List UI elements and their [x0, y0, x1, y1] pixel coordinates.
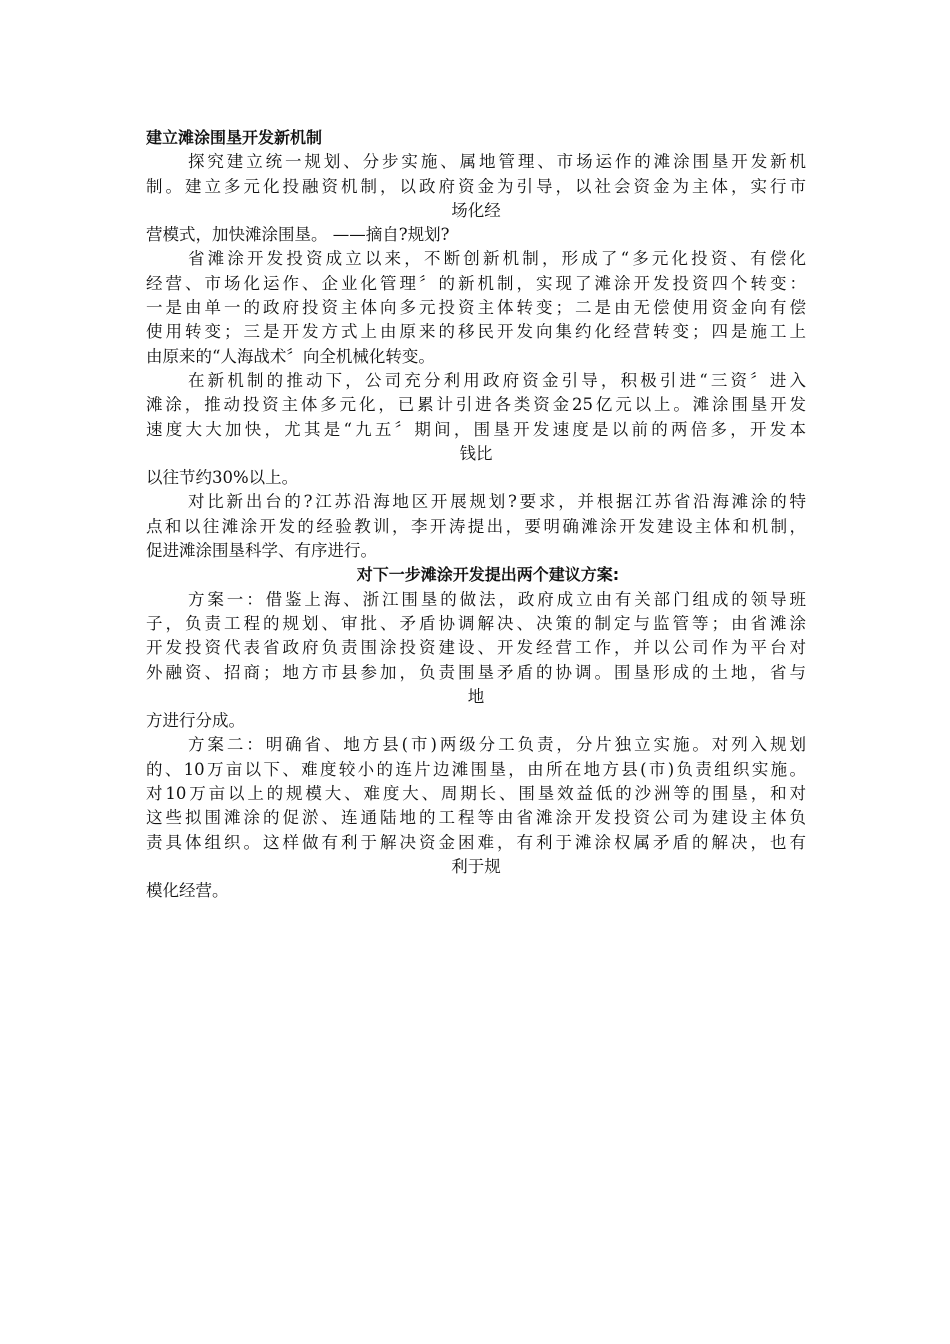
text-line: 外融资、招商；地方市县参加，负责围垦矛盾的协调。围垦形成的土地，省与	[146, 662, 806, 682]
text-line: 场化经	[451, 200, 501, 220]
text-line: 点和以往滩涂开发的经验教训，李开涛提出，要明确滩涂开发建设主体和机制，	[146, 516, 806, 536]
text-line: 省滩涂开发投资成立以来，不断创新机制，形成了“多元化投资、有偿化	[188, 249, 806, 269]
text-line: 营模式，加快滩涂围垦。 ——摘自?规划?	[146, 225, 450, 245]
text-line: 方案二：明确省、地方县(市)两级分工负责，分片独立实施。对列入规划	[188, 735, 806, 755]
text-line: 子，负责工程的规划、审批、矛盾协调解决、决策的制定与监管等；由省滩涂	[146, 613, 806, 633]
text-line: 模化经营。	[146, 881, 229, 901]
paragraph-5	[146, 588, 806, 734]
text-line: 滩涂，推动投资主体多元化，已累计引进各类资金25亿元以上。滩涂围垦开发	[146, 395, 806, 415]
section-subheading: 对下一步滩涂开发提出两个建议方案:	[356, 565, 620, 585]
paragraph-6	[146, 733, 806, 903]
text-line: 使用转变；三是开发方式上由原来的移民开发向集约化经营转变；四是施工上	[146, 322, 806, 342]
text-line: 探究建立统一规划、分步实施、属地管理、市场运作的滩涂围垦开发新机	[188, 152, 806, 172]
text-line: 经营、市场化运作、企业化管理〞的新机制，实现了滩涂开发投资四个转变：	[146, 273, 806, 293]
text-line: 一是由单一的政府投资主体向多元投资主体转变；二是由无偿使用资金向有偿	[146, 298, 806, 318]
paragraph-3	[146, 369, 806, 490]
text-line: 的、10万亩以下、难度较小的连片边滩围垦，由所在地方县(市)负责组织实施。	[146, 759, 806, 779]
text-line: 在新机制的推动下，公司充分利用政府资金引导，积极引进“三资〞进入	[188, 370, 806, 390]
text-line: 钱比	[459, 443, 493, 463]
text-line: 责具体组织。这样做有利于解决资金困难，有利于滩涂权属矛盾的解决，也有	[146, 832, 806, 852]
text-line: 由原来的“人海战术〞向全机械化转变。	[146, 346, 435, 366]
text-line: 速度大大加快，尤其是“九五〞期间，围垦开发速度是以前的两倍多，开发本	[146, 419, 806, 439]
text-line: 开发投资代表省政府负责围涂投资建设、开发经营工作，并以公司作为平台对	[146, 638, 806, 658]
document-body	[146, 126, 806, 904]
paragraph-2	[146, 247, 806, 368]
text-line: 促进滩涂围垦科学、有序进行。	[146, 541, 377, 561]
text-line: 利于规	[451, 856, 501, 876]
text-line: 以往节约30%以上。	[146, 468, 299, 488]
paragraph-1	[146, 150, 806, 247]
paragraph-4	[146, 490, 806, 563]
text-line: 方案一：借鉴上海、浙江围垦的做法，政府成立由有关部门组成的领导班	[188, 589, 806, 609]
document-title: 建立滩涂围垦开发新机制	[146, 128, 323, 147]
text-line: 对10万亩以上的规模大、难度大、周期长、围垦效益低的沙洲等的围垦，和对	[146, 784, 806, 804]
text-line: 方进行分成。	[146, 711, 245, 731]
text-line: 制。建立多元化投融资机制，以政府资金为引导，以社会资金为主体，实行市	[146, 176, 806, 196]
text-line: 对比新出台的?江苏沿海地区开展规划?要求，并根据江苏省沿海滩涂的特	[188, 492, 806, 512]
text-line: 这些拟围滩涂的促淤、连通陆地的工程等由省滩涂开发投资公司为建设主体负	[146, 808, 806, 828]
text-line: 地	[467, 686, 485, 706]
